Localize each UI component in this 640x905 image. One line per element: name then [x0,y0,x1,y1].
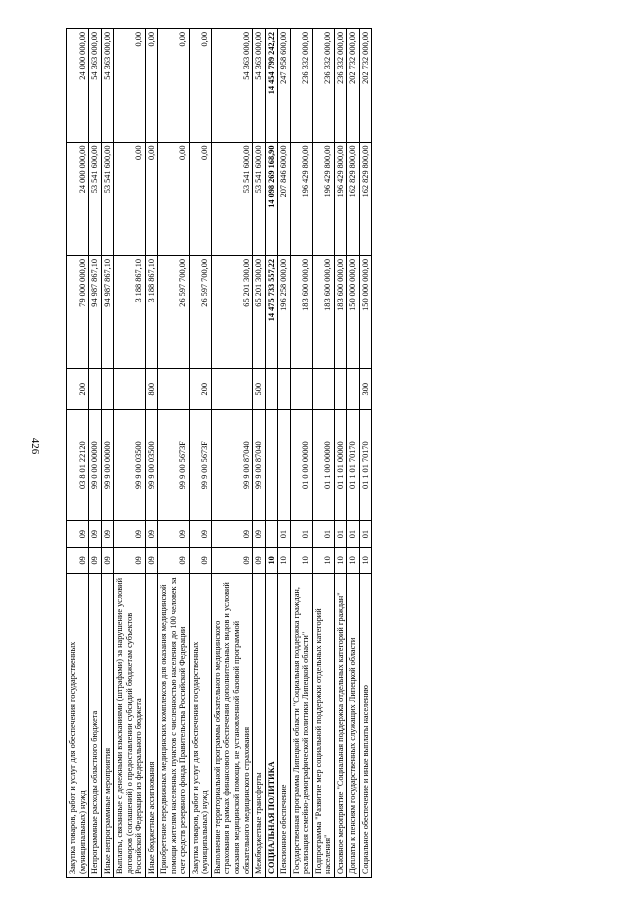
row-amount-1: 183 600 000,00 [290,255,312,368]
row-target-code: 99 9 00 00000 [101,409,114,520]
row-amount-2: 53 541 600,00 [211,142,252,255]
row-target-code: 99 9 00 5673F [158,409,190,520]
row-section: 09 [189,547,211,573]
row-amount-2: 196 429 800,00 [312,142,334,255]
row-expense-type [114,369,146,410]
row-section: 10 [347,547,360,573]
table-row [189,29,211,878]
row-subsection: 09 [189,521,211,547]
row-section: 10 [278,547,291,573]
row-name: Социальное обеспечение и иные выплаты населению [359,574,372,878]
row-subsection: 09 [158,521,190,547]
row-amount-2: 24 000 000,00 [67,142,89,255]
row-target-code [265,409,278,520]
row-name: Межбюджетные трансферты [253,574,266,878]
row-section: 09 [101,547,114,573]
row-amount-2: 53 541 600,00 [101,142,114,255]
row-target-code: 01 1 01 70170 [347,409,360,520]
row-amount-1: 94 987 867,10 [89,255,102,368]
row-target-code: 99 9 00 03500 [145,409,158,520]
row-expense-type [347,369,360,410]
table-row [265,29,278,878]
row-amount-1: 150 000 000,00 [347,255,360,368]
row-section: 09 [89,547,102,573]
row-target-code: 01 0 00 00000 [290,409,312,520]
table-row [89,29,102,878]
table-row [158,29,190,878]
table-row [347,29,360,878]
row-name: Выплаты, связанные с денежными взысканиями (штрафами) за нарушение условий договоров (соглашений) о предоставлении субсидий бюджетам субъектов Российской Федерации из федерального бюджета [114,574,146,878]
table-row [145,29,158,878]
row-amount-2: 53 541 600,00 [253,142,266,255]
row-amount-3: 236 332 000,00 [312,29,334,143]
row-amount-3: 54 363 000,00 [89,29,102,143]
row-name: Закупка товаров, работ и услуг для обеспечения государственных (муниципальных) нужд [189,574,211,878]
row-section: 10 [334,547,347,573]
row-name: Приобретение передвижных медицинских комплексов для оказания медицинской помощи жителям населенных пунктов с численностью населения до 100 человек за счет средств резервного фонда Правительства Российской Федерации [158,574,190,878]
row-amount-2: 196 429 800,00 [334,142,347,255]
row-subsection: 09 [101,521,114,547]
row-amount-1: 3 188 867,10 [114,255,146,368]
row-section: 10 [265,547,278,573]
row-target-code: 01 1 01 00000 [334,409,347,520]
row-expense-type [211,369,252,410]
rotated-table-inner [66,28,638,878]
row-amount-3: 0,00 [189,29,211,143]
row-subsection: 01 [334,521,347,547]
row-target-code: 01 1 00 00000 [312,409,334,520]
budget-table [66,28,372,878]
table-row [312,29,334,878]
row-expense-type: 800 [145,369,158,410]
row-name: Подпрограмма "Развитие мер социальной поддержки отдельных категорий населения" [312,574,334,878]
row-expense-type: 500 [253,369,266,410]
table-row [334,29,347,878]
row-subsection: 01 [347,521,360,547]
row-subsection: 09 [89,521,102,547]
row-amount-1: 26 597 700,00 [189,255,211,368]
row-section: 10 [312,547,334,573]
row-expense-type: 200 [67,369,89,410]
row-target-code: 01 1 01 70170 [359,409,372,520]
row-amount-3: 236 332 000,00 [334,29,347,143]
row-amount-3: 202 732 000,00 [359,29,372,143]
row-subsection: 09 [114,521,146,547]
table-row [67,29,89,878]
row-section: 09 [253,547,266,573]
row-expense-type: 200 [189,369,211,410]
row-amount-1: 3 188 867,10 [145,255,158,368]
row-name: Основное мероприятие "Социальная поддержка отдельных категорий граждан" [334,574,347,878]
row-section: 09 [114,547,146,573]
row-amount-1: 65 201 300,00 [253,255,266,368]
row-name: Иные бюджетные ассигнования [145,574,158,878]
row-expense-type [89,369,102,410]
row-name: Закупка товаров, работ и услуг для обеспечения государственных (муниципальных) нужд [67,574,89,878]
row-expense-type [312,369,334,410]
row-amount-1: 196 258 000,00 [278,255,291,368]
row-amount-2: 162 829 800,00 [347,142,360,255]
row-target-code [278,409,291,520]
row-expense-type [278,369,291,410]
row-expense-type [265,369,278,410]
row-amount-2: 14 098 269 168,90 [265,142,278,255]
row-amount-1: 14 475 733 557,22 [265,255,278,368]
row-section: 09 [158,547,190,573]
row-target-code: 99 0 00 00000 [89,409,102,520]
row-amount-3: 24 000 000,00 [67,29,89,143]
row-section: 10 [290,547,312,573]
row-expense-type [290,369,312,410]
row-amount-3: 54 363 000,00 [101,29,114,143]
page-number: 426 [29,437,41,455]
row-name: Иные непрограммные мероприятия [101,574,114,878]
table-row [114,29,146,878]
row-section: 09 [145,547,158,573]
row-name: Выполнение территориальной программы обязательного медицинского страхования в рамках финансового обеспечения дополнительных видов и условий оказания медицинской помощи, не установленной базовой программой обязательного медицинского страхования [211,574,252,878]
row-amount-1: 183 600 000,00 [334,255,347,368]
row-target-code: 03 8 01 22120 [67,409,89,520]
row-amount-1: 65 201 300,00 [211,255,252,368]
row-section: 09 [67,547,89,573]
row-section: 10 [359,547,372,573]
rotated-table-container [66,28,638,878]
row-amount-2: 0,00 [158,142,190,255]
row-subsection: 09 [253,521,266,547]
row-target-code: 99 9 00 5673F [189,409,211,520]
row-name: СОЦИАЛЬНАЯ ПОЛИТИКА [265,574,278,878]
row-subsection [265,521,278,547]
row-name: Непрограммные расходы областного бюджета [89,574,102,878]
row-amount-1: 26 597 700,00 [158,255,190,368]
row-amount-3: 236 332 000,00 [290,29,312,143]
row-amount-2: 0,00 [189,142,211,255]
table-row [101,29,114,878]
row-subsection: 09 [211,521,252,547]
row-amount-2: 207 846 600,00 [278,142,291,255]
row-expense-type [158,369,190,410]
table-row [359,29,372,878]
table-row [211,29,252,878]
row-subsection: 01 [278,521,291,547]
row-expense-type [101,369,114,410]
row-amount-1: 94 987 867,10 [101,255,114,368]
row-section: 09 [211,547,252,573]
budget-table-body [67,29,372,878]
row-amount-1: 79 000 000,00 [67,255,89,368]
table-row [278,29,291,878]
row-amount-2: 196 429 800,00 [290,142,312,255]
row-name: Государственная программа Липецкой области "Социальная поддержка граждан, реализация семейно-демографической политики Липецкой области" [290,574,312,878]
row-target-code: 99 9 00 87040 [211,409,252,520]
row-amount-3: 0,00 [158,29,190,143]
row-subsection: 01 [312,521,334,547]
row-amount-3: 0,00 [145,29,158,143]
row-subsection: 01 [290,521,312,547]
row-subsection: 01 [359,521,372,547]
row-subsection: 09 [145,521,158,547]
row-amount-3: 54 363 000,00 [253,29,266,143]
row-amount-2: 0,00 [114,142,146,255]
row-expense-type [334,369,347,410]
row-amount-3: 14 454 799 242,22 [265,29,278,143]
row-amount-2: 162 829 800,00 [359,142,372,255]
row-name: Доплаты к пенсиям государственных служащих Липецкой области [347,574,360,878]
row-amount-1: 183 600 000,00 [312,255,334,368]
row-amount-2: 0,00 [145,142,158,255]
row-amount-3: 54 363 000,00 [211,29,252,143]
row-amount-2: 53 541 600,00 [89,142,102,255]
row-amount-3: 202 732 000,00 [347,29,360,143]
row-amount-3: 0,00 [114,29,146,143]
table-row [290,29,312,878]
row-expense-type: 300 [359,369,372,410]
row-target-code: 99 9 00 03500 [114,409,146,520]
table-row [253,29,266,878]
row-amount-3: 247 958 600,00 [278,29,291,143]
row-name: Пенсионное обеспечение [278,574,291,878]
row-subsection: 09 [67,521,89,547]
row-target-code: 99 9 00 87040 [253,409,266,520]
row-amount-1: 150 000 000,00 [359,255,372,368]
